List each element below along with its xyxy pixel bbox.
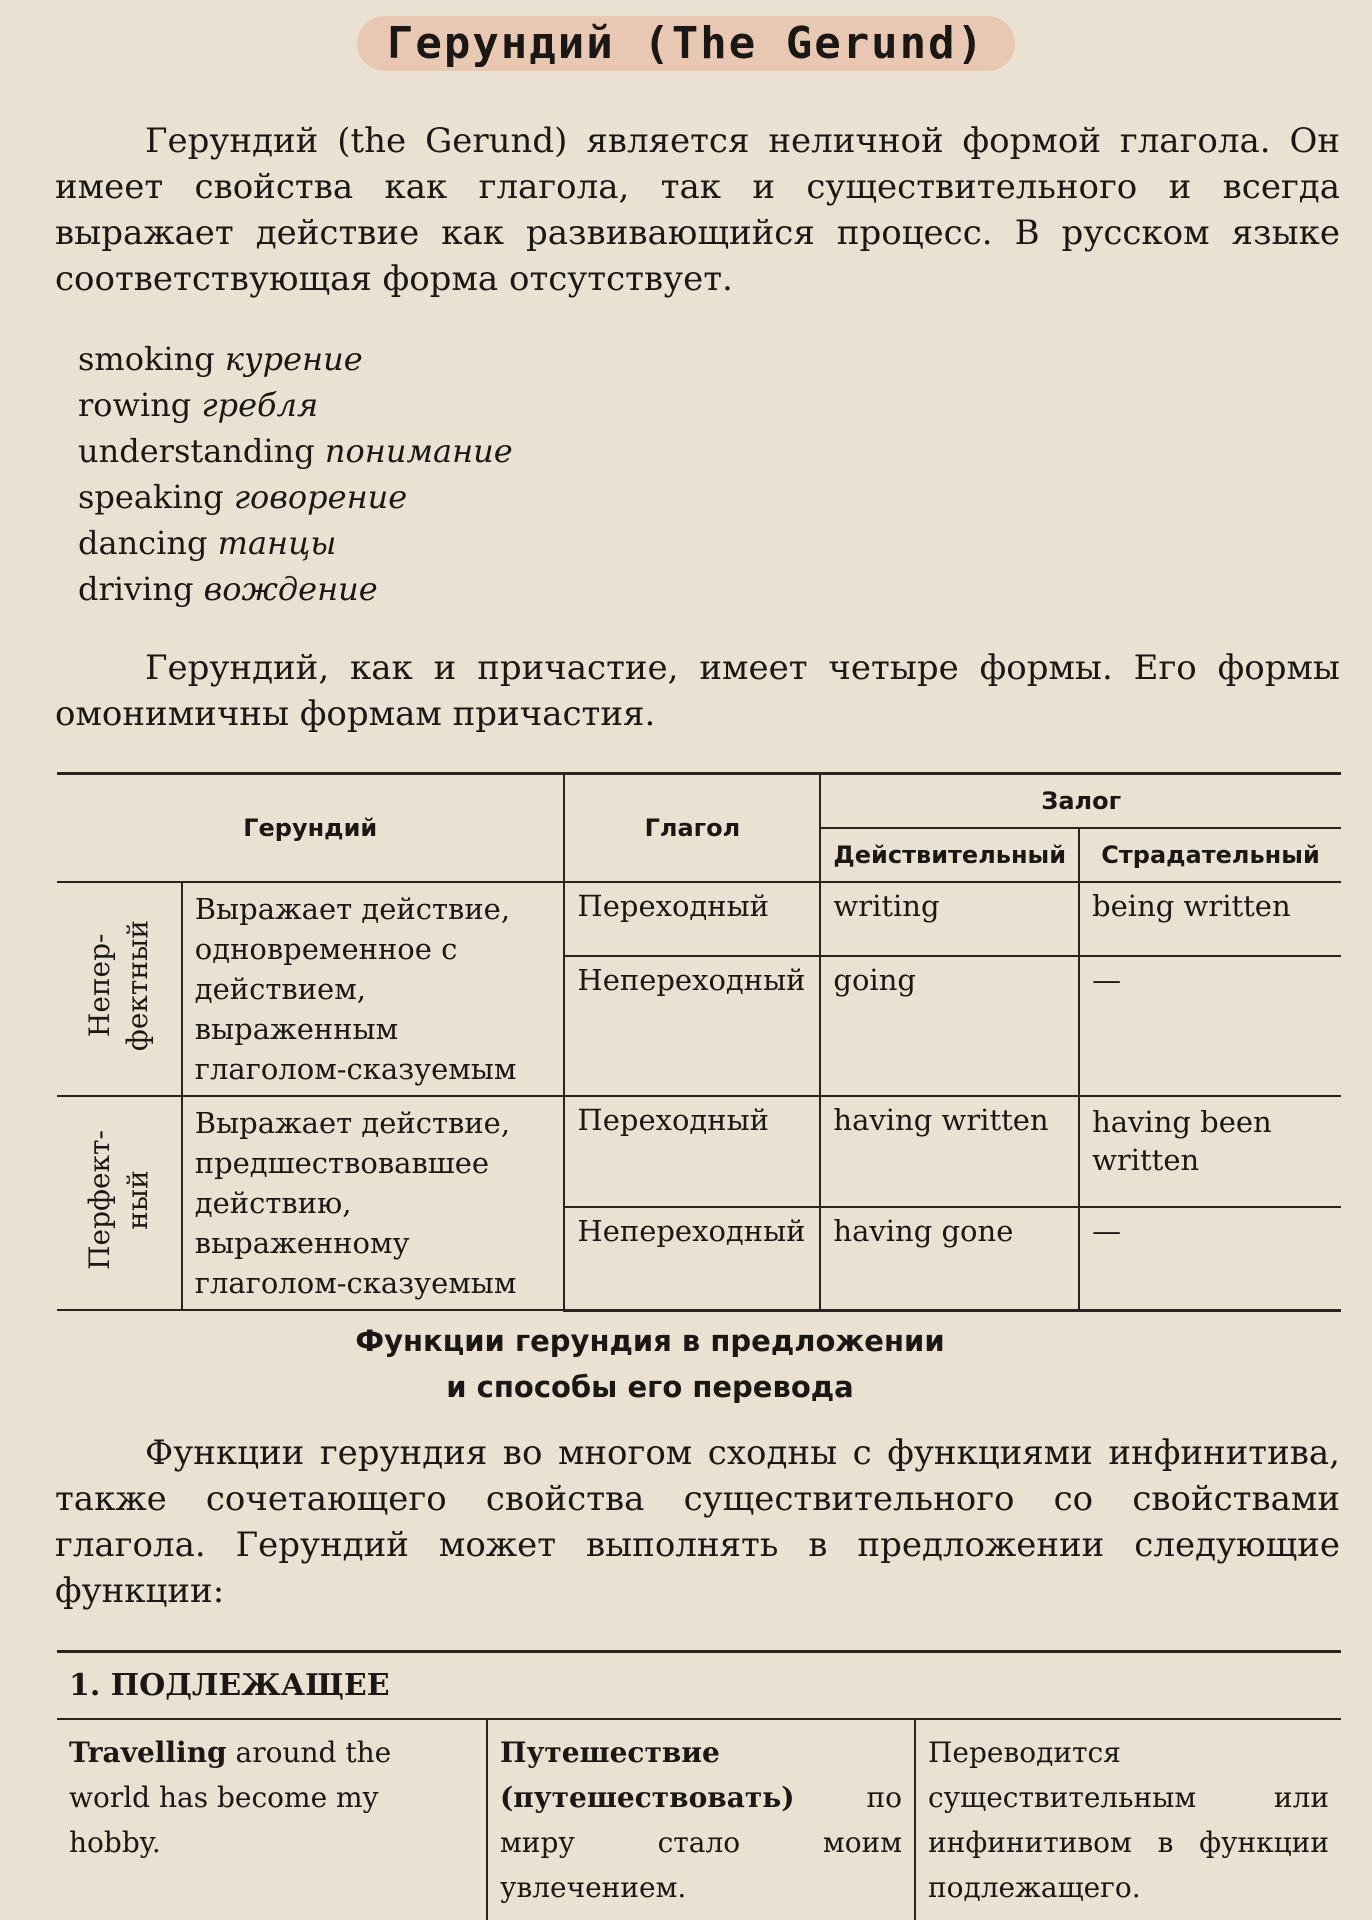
passive-form: — xyxy=(1079,1207,1341,1310)
group-description: Выражает действие, предшествовавшее действию, выраженному глаголом-сказуемым xyxy=(182,1096,565,1310)
header-passive: Страдательный xyxy=(1079,828,1341,882)
functions-heading: Функции герундия в предложении и способы его перевода xyxy=(355,1324,945,1404)
header-verb: Глагол xyxy=(564,774,820,883)
group-label-perfect: Перфект- ный xyxy=(57,1096,182,1310)
header-gerund: Герундий xyxy=(57,774,564,883)
active-form: writing xyxy=(820,882,1079,956)
group-label-imperfect: Непер- фектный xyxy=(57,882,182,1096)
translation-sentence: Путешествие (путешествовать) по миру стало моим увлечением. xyxy=(487,1719,915,1920)
example-sentence: Travelling around the world has become my hobby. xyxy=(57,1719,487,1920)
list-item: smoking курение xyxy=(78,340,363,378)
verb-type: Переходный xyxy=(564,882,820,956)
list-item: understanding понимание xyxy=(78,432,513,470)
active-form: having written xyxy=(820,1096,1079,1207)
verb-type: Непереходный xyxy=(564,1207,820,1310)
group-description: Выражает действие, одновременное с действием, выраженным глаголом-сказуемым xyxy=(182,882,565,1096)
page-title: Герундий (The Gerund) xyxy=(0,18,1372,69)
gerund-forms-table xyxy=(57,772,1341,1312)
forms-intro-paragraph: Герундий, как и причастие, имеет четыре формы. Его формы омонимичны формам причастия. xyxy=(55,648,1340,734)
functions-intro-paragraph: Функции герундия во многом сходны с функциями инфинитива, также сочетающего свойства существительного со свойствами глагола. Герундий может выполнять в предложении следующие функции: xyxy=(55,1433,1340,1611)
verb-type: Непереходный xyxy=(564,956,820,1096)
header-active: Действительный xyxy=(820,828,1079,882)
list-item: driving вождение xyxy=(78,570,378,608)
list-item: rowing гребля xyxy=(78,386,319,424)
verb-type: Переходный xyxy=(564,1096,820,1207)
active-form: having gone xyxy=(820,1207,1079,1310)
header-voice: Залог xyxy=(820,774,1341,829)
passive-form: being written xyxy=(1079,882,1341,956)
passive-form: having been written xyxy=(1079,1096,1341,1207)
translation-note: Переводится существительным или инфинитивом в функции подлежащего. xyxy=(915,1719,1341,1920)
example-word-list xyxy=(78,336,513,612)
passive-form: — xyxy=(1079,956,1341,1096)
gerund-functions-table xyxy=(57,1650,1341,1920)
list-item: dancing танцы xyxy=(78,524,337,562)
list-item: speaking говорение xyxy=(78,478,408,516)
active-form: going xyxy=(820,956,1079,1096)
intro-paragraph: Герундий (the Gerund) является неличной формой глагола. Он имеет свойства как глагола, так и существительного и всегда выражает действие как развивающийся процесс. В русском языке соответствующая форма отсутствует. xyxy=(55,121,1340,299)
section-title-subject: 1. ПОДЛЕЖАЩЕЕ xyxy=(57,1652,1341,1720)
